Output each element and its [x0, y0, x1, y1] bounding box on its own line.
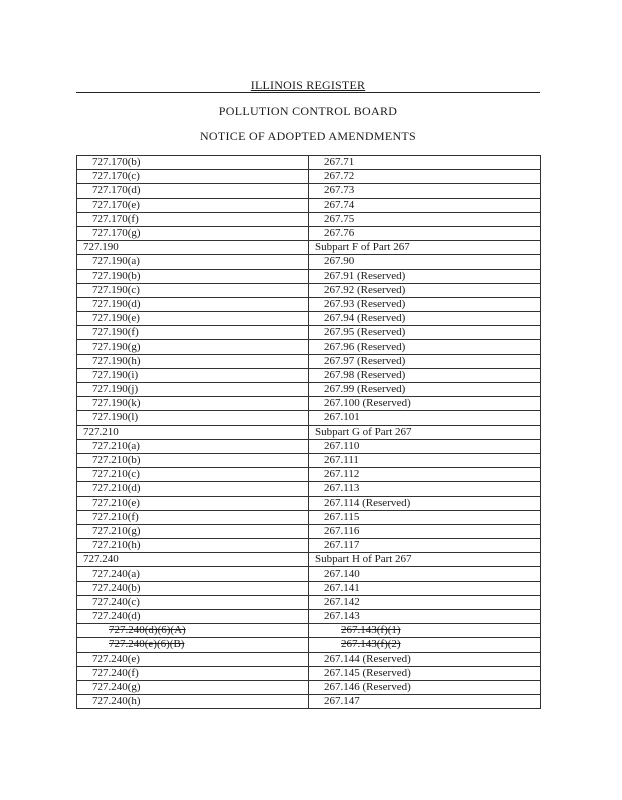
old-section-cell — [77, 340, 309, 354]
new-section-text: 267.140 — [324, 567, 360, 580]
new-section-cell — [309, 383, 541, 397]
table-row — [77, 184, 541, 198]
new-section-text: 267.115 — [324, 510, 360, 523]
new-section-cell — [309, 340, 541, 354]
new-section-text: 267.141 — [324, 581, 360, 594]
old-section-cell — [77, 524, 309, 538]
old-section-cell — [77, 170, 309, 184]
new-section-cell — [309, 425, 541, 439]
new-section-cell — [309, 354, 541, 368]
table-row — [77, 553, 541, 567]
table-row — [77, 624, 541, 638]
old-section-cell — [77, 680, 309, 694]
old-section-cell — [77, 468, 309, 482]
table-row — [77, 695, 541, 709]
new-section-text: Subpart H of Part 267 — [315, 553, 412, 566]
old-section-cell — [77, 539, 309, 553]
old-section-cell — [77, 283, 309, 297]
table-row — [77, 468, 541, 482]
old-section-text: 727.190(i) — [92, 368, 139, 381]
new-section-cell — [309, 297, 541, 311]
new-section-text: 267.76 — [324, 227, 355, 240]
old-section-cell — [77, 595, 309, 609]
new-section-cell — [309, 326, 541, 340]
new-section-cell — [309, 184, 541, 198]
old-section-cell — [77, 383, 309, 397]
old-section-text: 727.210(d) — [92, 482, 141, 495]
new-section-cell — [309, 397, 541, 411]
old-section-cell — [77, 312, 309, 326]
new-section-text: 267.91 (Reserved) — [324, 269, 406, 282]
new-section-text: 267.143(f)(2) — [341, 638, 401, 651]
table-row — [77, 539, 541, 553]
new-section-text: 267.143(f)(1) — [341, 624, 401, 637]
old-section-text: 727.210(e) — [92, 496, 140, 509]
new-section-cell — [309, 212, 541, 226]
table-row — [77, 269, 541, 283]
table-row — [77, 638, 541, 652]
header-rule — [76, 92, 540, 93]
old-section-cell — [77, 368, 309, 382]
old-section-text: 727.210(c) — [92, 468, 140, 481]
table-row — [77, 567, 541, 581]
table-row — [77, 411, 541, 425]
new-section-text: 267.146 (Reserved) — [324, 681, 411, 694]
old-section-text: 727.170(c) — [92, 170, 140, 183]
old-section-cell — [77, 695, 309, 709]
new-section-cell — [309, 581, 541, 595]
new-section-text: 267.97 (Reserved) — [324, 354, 406, 367]
old-section-cell — [77, 241, 309, 255]
new-section-cell — [309, 638, 541, 652]
old-section-text: 727.190(e) — [92, 312, 140, 325]
old-section-text: 727.190(j) — [92, 383, 139, 396]
new-section-text: 267.101 — [324, 411, 360, 424]
new-section-cell — [309, 156, 541, 170]
old-section-text: 727.240(d) — [92, 610, 141, 623]
new-section-cell — [309, 680, 541, 694]
old-section-cell — [77, 354, 309, 368]
table-row — [77, 397, 541, 411]
table-row — [77, 326, 541, 340]
old-section-text: 727.170(e) — [92, 198, 140, 211]
old-section-cell — [77, 453, 309, 467]
old-section-cell — [77, 255, 309, 269]
table-body — [77, 156, 541, 709]
new-section-text: 267.144 (Reserved) — [324, 652, 411, 665]
notice-title: NOTICE OF ADOPTED AMENDMENTS — [199, 129, 417, 143]
old-section-text: 727.190(c) — [92, 283, 140, 296]
new-section-cell — [309, 198, 541, 212]
new-section-text: 267.100 (Reserved) — [324, 397, 411, 410]
board-name: POLLUTION CONTROL BOARD — [218, 104, 398, 118]
register-title — [76, 78, 540, 93]
old-section-text: 727.240 — [83, 553, 119, 566]
new-section-cell — [309, 269, 541, 283]
old-section-text: 727.240(e) — [92, 652, 140, 665]
old-section-cell — [77, 184, 309, 198]
new-section-text: 267.110 — [324, 439, 360, 452]
old-section-cell — [77, 510, 309, 524]
table-row — [77, 156, 541, 170]
new-section-text: 267.143 — [324, 610, 360, 623]
old-section-cell — [77, 212, 309, 226]
table-row — [77, 595, 541, 609]
table-row — [77, 340, 541, 354]
new-section-text: 267.95 (Reserved) — [324, 326, 406, 339]
new-section-text: 267.114 (Reserved) — [324, 496, 411, 509]
register-title-text: ILLINOIS REGISTER — [250, 78, 366, 92]
table-row — [77, 610, 541, 624]
old-section-text: 727.210(g) — [92, 524, 141, 537]
new-section-cell — [309, 411, 541, 425]
old-section-cell — [77, 496, 309, 510]
old-section-cell — [77, 439, 309, 453]
old-section-text: 727.240(a) — [92, 567, 140, 580]
old-section-cell — [77, 624, 309, 638]
old-section-cell — [77, 269, 309, 283]
new-section-cell — [309, 241, 541, 255]
table-row — [77, 198, 541, 212]
new-section-cell — [309, 453, 541, 467]
new-section-text: 267.111 — [324, 454, 359, 467]
old-section-cell — [77, 482, 309, 496]
old-section-text: 727.240(c) — [92, 595, 140, 608]
new-section-text: Subpart F of Part 267 — [315, 241, 410, 254]
new-section-cell — [309, 652, 541, 666]
new-section-text: 267.99 (Reserved) — [324, 383, 406, 396]
new-section-cell — [309, 553, 541, 567]
old-section-text: 727.170(b) — [92, 156, 141, 169]
old-section-cell — [77, 425, 309, 439]
new-section-cell — [309, 695, 541, 709]
table-row — [77, 425, 541, 439]
new-section-cell — [309, 439, 541, 453]
old-section-text: 727.190(g) — [92, 340, 141, 353]
table-row — [77, 510, 541, 524]
table-row — [77, 255, 541, 269]
old-section-cell — [77, 198, 309, 212]
old-section-text: 727.190(h) — [92, 354, 141, 367]
old-section-cell — [77, 581, 309, 595]
old-section-text: 727.190(k) — [92, 397, 141, 410]
old-section-text: 727.190(l) — [92, 411, 139, 424]
new-section-text: 267.94 (Reserved) — [324, 312, 406, 325]
new-section-cell — [309, 482, 541, 496]
table-row — [77, 283, 541, 297]
old-section-cell — [77, 397, 309, 411]
old-section-text: 727.210(b) — [92, 454, 141, 467]
old-section-cell — [77, 411, 309, 425]
table-row — [77, 226, 541, 240]
old-section-cell — [77, 553, 309, 567]
new-section-cell — [309, 496, 541, 510]
old-section-cell — [77, 567, 309, 581]
new-section-text: 267.93 (Reserved) — [324, 297, 406, 310]
table-row — [77, 680, 541, 694]
table-row — [77, 524, 541, 538]
new-section-cell — [309, 283, 541, 297]
old-section-text: 727.170(d) — [92, 184, 141, 197]
old-section-cell — [77, 297, 309, 311]
new-section-text: 267.117 — [324, 539, 360, 552]
old-section-cell — [77, 326, 309, 340]
old-section-cell — [77, 226, 309, 240]
table-row — [77, 581, 541, 595]
new-section-cell — [309, 255, 541, 269]
new-section-text: 267.112 — [324, 468, 360, 481]
old-section-text: 727.190 — [83, 241, 119, 254]
new-section-cell — [309, 610, 541, 624]
new-section-text: 267.73 — [324, 184, 355, 197]
old-section-text: 727.190(f) — [92, 326, 139, 339]
new-section-text: 267.92 (Reserved) — [324, 283, 406, 296]
table-row — [77, 383, 541, 397]
new-section-text: 267.72 — [324, 170, 355, 183]
table-row — [77, 666, 541, 680]
new-section-cell — [309, 666, 541, 680]
table-row — [77, 212, 541, 226]
table-row — [77, 496, 541, 510]
new-section-text: 267.98 (Reserved) — [324, 368, 406, 381]
old-section-text: 727.240(f) — [92, 666, 139, 679]
new-section-text: 267.71 — [324, 156, 355, 169]
table-row — [77, 453, 541, 467]
new-section-text: 267.113 — [324, 482, 360, 495]
old-section-cell — [77, 610, 309, 624]
new-section-text: 267.75 — [324, 212, 355, 225]
old-section-cell — [77, 652, 309, 666]
new-section-cell — [309, 539, 541, 553]
new-section-cell — [309, 312, 541, 326]
old-section-text: 727.210(f) — [92, 510, 139, 523]
old-section-cell — [77, 156, 309, 170]
new-section-text: 267.147 — [324, 695, 360, 708]
table-row — [77, 652, 541, 666]
section-correlation-table — [76, 155, 541, 709]
old-section-text: 727.240(g) — [92, 681, 141, 694]
old-section-text: 727.190(b) — [92, 269, 141, 282]
table-row — [77, 170, 541, 184]
new-section-cell — [309, 226, 541, 240]
new-section-cell — [309, 170, 541, 184]
old-section-cell — [77, 666, 309, 680]
old-section-text: 727.190(d) — [92, 297, 141, 310]
new-section-text: Subpart G of Part 267 — [315, 425, 412, 438]
new-section-text: 267.145 (Reserved) — [324, 666, 411, 679]
new-section-cell — [309, 595, 541, 609]
old-section-text: 727.190(a) — [92, 255, 140, 268]
new-section-cell — [309, 368, 541, 382]
new-section-text: 267.74 — [324, 198, 355, 211]
old-section-text: 727.210 — [83, 425, 119, 438]
table-row — [77, 439, 541, 453]
table-row — [77, 312, 541, 326]
table-row — [77, 354, 541, 368]
table-row — [77, 368, 541, 382]
new-section-cell — [309, 624, 541, 638]
old-section-text: 727.210(h) — [92, 539, 141, 552]
new-section-text: 267.142 — [324, 595, 360, 608]
new-section-text: 267.96 (Reserved) — [324, 340, 406, 353]
new-section-text: 267.90 — [324, 255, 355, 268]
table-row — [77, 482, 541, 496]
old-section-text: 727.170(f) — [92, 212, 139, 225]
old-section-text: 727.170(g) — [92, 227, 141, 240]
old-section-text: 727.240(b) — [92, 581, 141, 594]
old-section-cell — [77, 638, 309, 652]
old-section-text: 727.240(e)(6)(B) — [109, 638, 185, 651]
new-section-text: 267.116 — [324, 524, 360, 537]
new-section-cell — [309, 524, 541, 538]
new-section-cell — [309, 567, 541, 581]
old-section-text: 727.240(d)(6)(A) — [109, 624, 186, 637]
new-section-cell — [309, 468, 541, 482]
table-row — [77, 297, 541, 311]
old-section-text: 727.210(a) — [92, 439, 140, 452]
new-section-cell — [309, 510, 541, 524]
table-row — [77, 241, 541, 255]
old-section-text: 727.240(h) — [92, 695, 141, 708]
